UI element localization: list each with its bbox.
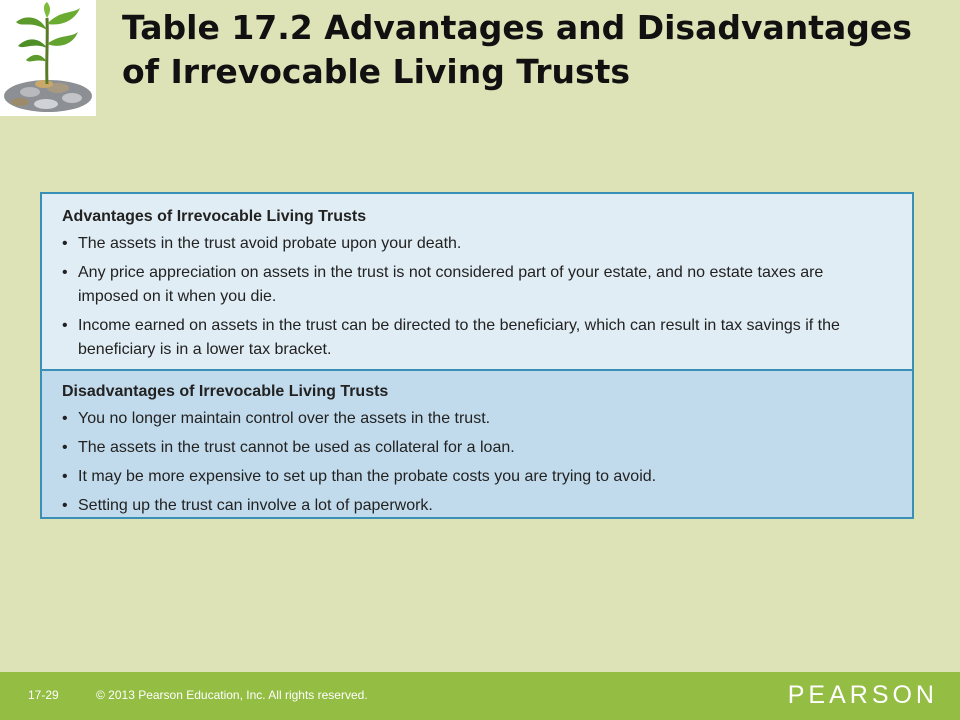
footer-bar: [0, 672, 960, 720]
copyright-notice: © 2013 Pearson Education, Inc. All rights reserved.: [96, 688, 368, 702]
advantage-text: Any price appreciation on assets in the trust is not considered part of your estate, and no estate taxes are imposed on it when you die.: [78, 264, 824, 305]
disadvantage-text: It may be more expensive to set up than the probate costs you are trying to avoid.: [78, 468, 657, 485]
list-item: [62, 407, 888, 431]
list-item: [62, 436, 888, 460]
advantage-text: Income earned on assets in the trust can be directed to the beneficiary, which can result in tax savings if the beneficiary is in a lower tax bracket.: [78, 317, 840, 358]
list-item: [62, 232, 888, 256]
disadvantages-heading: Disadvantages of Irrevocable Living Trusts: [62, 383, 389, 400]
disadvantage-text: You no longer maintain control over the assets in the trust.: [78, 410, 491, 427]
plant-coins-logo: [0, 0, 96, 116]
page-title: Table 17.2 Advantages and Disadvantages of Irrevocable Living Trusts: [122, 8, 912, 91]
disadvantage-text: The assets in the trust cannot be used as collateral for a loan.: [78, 439, 515, 456]
advantages-list: [62, 232, 888, 367]
list-item: [62, 261, 888, 309]
advantages-heading: Advantages of Irrevocable Living Trusts: [62, 208, 367, 225]
advantages-disadvantages-table: [40, 192, 914, 519]
disadvantage-text: Setting up the trust can involve a lot of paperwork.: [78, 497, 433, 514]
advantage-text: The assets in the trust avoid probate upon your death.: [78, 235, 462, 252]
page-number: 17-29: [28, 688, 59, 702]
pearson-logo: PEARSON: [787, 681, 938, 709]
bullet: •: [62, 264, 68, 281]
list-item: [62, 465, 888, 489]
bullet: •: [62, 235, 68, 252]
disadvantages-section: [42, 371, 912, 517]
disadvantages-list: [62, 407, 888, 523]
bullet: •: [62, 439, 68, 456]
bullet: •: [62, 410, 68, 427]
advantages-section: [42, 194, 912, 371]
bullet: •: [62, 468, 68, 485]
bullet: •: [62, 317, 68, 334]
bullet: •: [62, 497, 68, 514]
list-item: [62, 314, 888, 362]
list-item: [62, 494, 888, 518]
plant-coins-icon: [0, 0, 96, 116]
